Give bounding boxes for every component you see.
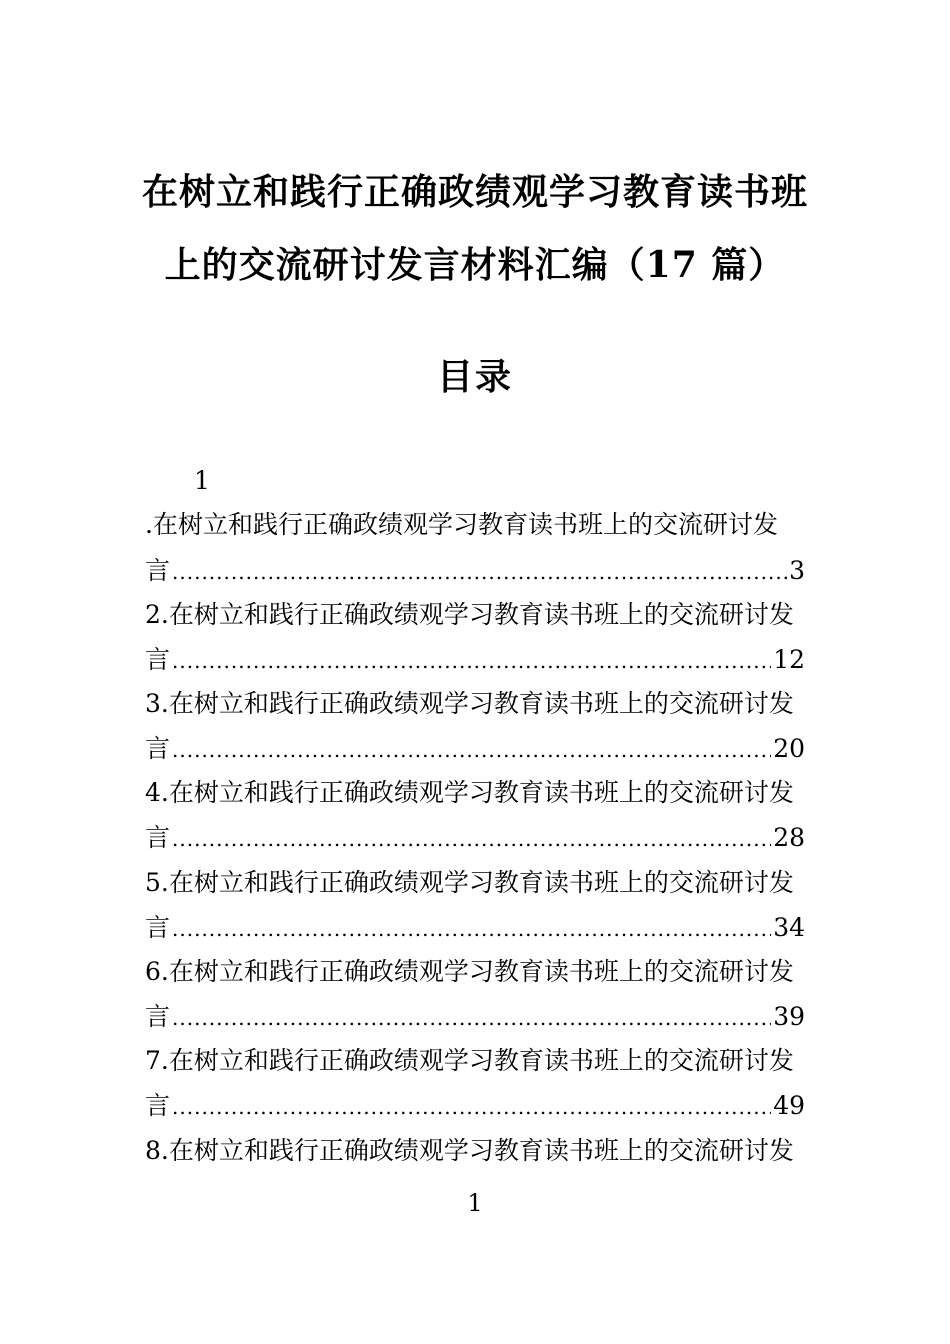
toc-entry-6-tail: 言 bbox=[145, 1002, 171, 1031]
toc-entry-1-dot-leader bbox=[172, 552, 787, 591]
toc-entry-2-dot-leader bbox=[172, 641, 771, 680]
toc-entry-4-tail: 言 bbox=[145, 823, 171, 852]
document-title-line-2: 上的交流研讨发言材料汇编（17 篇） bbox=[164, 244, 786, 286]
toc-entry-2-leader-line[interactable] bbox=[145, 640, 805, 680]
toc-entry-7-page: 49 bbox=[773, 1091, 805, 1120]
toc-heading: 目录 bbox=[436, 356, 513, 398]
toc-entry-6-leader-line[interactable] bbox=[145, 997, 805, 1037]
toc-entry-1-text[interactable]: .在树立和践行正确政绩观学习教育读书班上的交流研讨发 bbox=[145, 510, 778, 539]
toc-entry-3-text[interactable]: 3.在树立和践行正确政绩观学习教育读书班上的交流研讨发 bbox=[145, 689, 794, 718]
toc-entry-3-page: 20 bbox=[773, 734, 805, 763]
toc-entry-5-dot-leader bbox=[172, 909, 771, 948]
toc-entry-5-page: 34 bbox=[773, 913, 805, 942]
toc-entry-6-page: 39 bbox=[773, 1002, 805, 1031]
toc-entry-7-leader-line[interactable] bbox=[145, 1086, 805, 1126]
toc-entry-6-text[interactable]: 6.在树立和践行正确政绩观学习教育读书班上的交流研讨发 bbox=[145, 957, 794, 986]
toc-entry-1-number: 1 bbox=[194, 466, 210, 495]
toc-entry-4-text[interactable]: 4.在树立和践行正确政绩观学习教育读书班上的交流研讨发 bbox=[145, 778, 794, 807]
toc-entry-3-tail: 言 bbox=[145, 734, 171, 763]
toc-entry-5-leader-line[interactable] bbox=[145, 908, 805, 948]
toc-entry-4-leader-line[interactable] bbox=[145, 818, 805, 858]
toc-entry-3-dot-leader bbox=[172, 730, 771, 769]
page-number: 1 bbox=[467, 1189, 483, 1217]
toc-entry-7-tail: 言 bbox=[145, 1091, 171, 1120]
toc-entry-8-text[interactable]: 8.在树立和践行正确政绩观学习教育读书班上的交流研讨发 bbox=[145, 1136, 794, 1165]
toc-entry-4-dot-leader bbox=[172, 819, 771, 858]
toc-entry-3-leader-line[interactable] bbox=[145, 729, 805, 769]
toc-entry-4-page: 28 bbox=[773, 823, 805, 852]
toc-entry-1-tail: 言 bbox=[145, 556, 171, 585]
toc-entry-5-tail: 言 bbox=[145, 913, 171, 942]
toc-entry-2-text[interactable]: 2.在树立和践行正确政绩观学习教育读书班上的交流研讨发 bbox=[145, 600, 794, 629]
toc-entry-1-leader-line[interactable] bbox=[145, 551, 805, 591]
document-title-line-1: 在树立和践行正确政绩观学习教育读书班 bbox=[141, 171, 808, 213]
toc-entry-1-page: 3 bbox=[789, 556, 805, 585]
toc-entry-6-dot-leader bbox=[172, 998, 771, 1037]
toc-entry-2-page: 12 bbox=[773, 645, 805, 674]
toc-entry-5-text[interactable]: 5.在树立和践行正确政绩观学习教育读书班上的交流研讨发 bbox=[145, 868, 794, 897]
toc-entry-7-text[interactable]: 7.在树立和践行正确政绩观学习教育读书班上的交流研讨发 bbox=[145, 1046, 794, 1075]
toc-entry-2-tail: 言 bbox=[145, 645, 171, 674]
toc-entry-7-dot-leader bbox=[172, 1087, 771, 1126]
